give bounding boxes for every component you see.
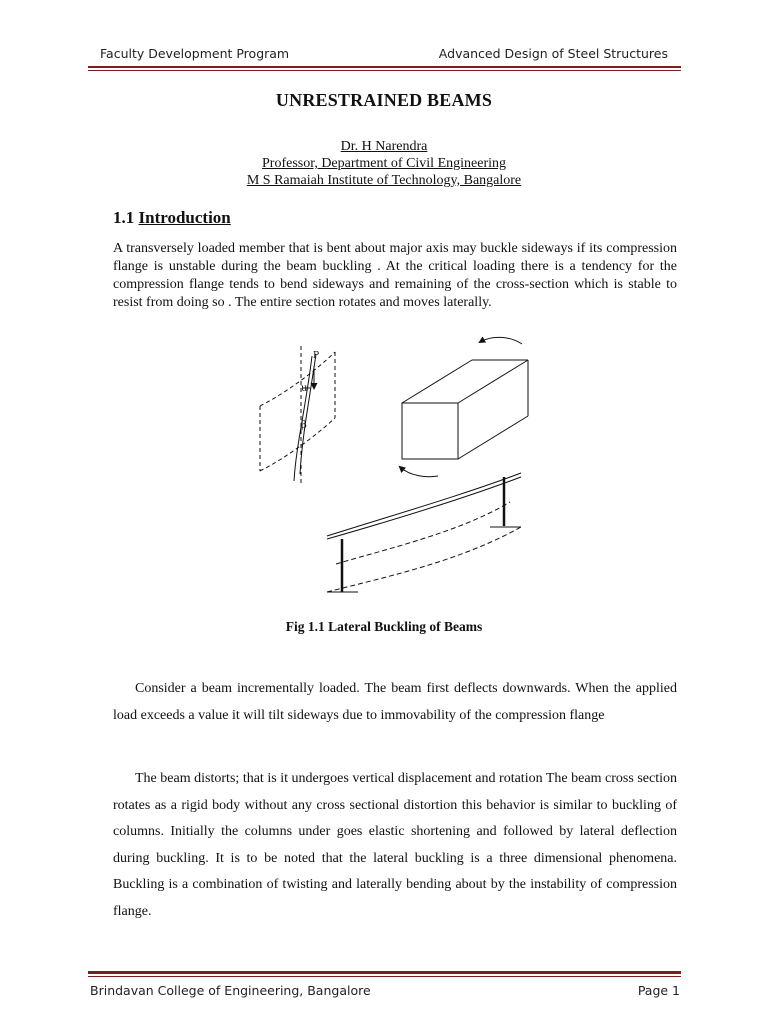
prism-front-face (402, 403, 458, 459)
load-label: P (313, 351, 320, 361)
page-number: Page 1 (637, 983, 680, 998)
lateral-buckling-figure (240, 336, 540, 596)
footer-rule-thin (88, 976, 681, 977)
figure-caption: Fig 1.1 Lateral Buckling of Beams (285, 619, 483, 634)
page-header (100, 46, 668, 64)
rotation-label: β (301, 420, 307, 431)
bottom-rotation-arrow (400, 467, 438, 477)
author-institution: M S Ramaiah Institute of Technology, Bangalore (246, 173, 522, 188)
author-position: Professor, Department of Civil Engineering (262, 156, 506, 171)
header-right: Advanced Design of Steel Structures (438, 46, 668, 61)
beam-top-flange-2 (327, 477, 521, 539)
buckled-beam-sketch (327, 473, 521, 592)
footer-left: Brindavan College of Engineering, Bangalore (90, 983, 371, 998)
beam-web-line (336, 502, 510, 564)
section-heading (113, 208, 231, 228)
footer-rule-thick (88, 971, 681, 974)
deflection-label: u (301, 383, 308, 394)
author-block (0, 138, 768, 189)
header-left: Faculty Development Program (100, 46, 290, 61)
document-title: UNRESTRAINED BEAMS (275, 90, 493, 110)
beam-bottom-flange (327, 527, 521, 592)
top-rotation-arrow (480, 337, 522, 344)
author-name: Dr. H Narendra (340, 139, 428, 154)
header-rule-thick (88, 66, 681, 68)
section-title: Introduction (138, 208, 231, 227)
prism-edge-top-left (402, 360, 472, 403)
intro-paragraph: A transversely loaded member that is bent about major axis may buckle sideways if its compression flange is unstable during the beam buckling . At the critical loading there is a tendency for the compression flange tends to bend sideways and remaining of the cross-section which is stable to resist from doing so . The entire section rotates and moves laterally. (113, 241, 677, 310)
section-twist-sketch (260, 346, 335, 484)
top-flange-curve (260, 352, 335, 406)
prism-edge-bottom-right (458, 416, 528, 459)
header-rule-thin (88, 70, 681, 71)
bottom-flange-curve (260, 418, 335, 471)
paragraph-2: Consider a beam incrementally loaded. The beam first deflects downwards. When the applied load exceeds a value it will tilt sideways due to immovability of the compression flange (113, 681, 677, 723)
paragraph-3: The beam distorts; that is it undergoes vertical displacement and rotation The beam cross section rotates as a rigid body without any cross sectional distortion this behavior is similar to buckling of columns. Initially the columns under goes elastic shortening and followed by lateral deflection during buckling. It is to be noted that the lateral buckling is a three dimensional phenomena. Buckling is a combination of twisting and laterally bending about by the instability of compression flange. (113, 771, 677, 919)
twisted-web-line (294, 356, 312, 481)
section-number: 1.1 (113, 208, 135, 227)
page-footer (90, 983, 680, 1001)
prism-sketch (400, 337, 528, 476)
prism-edge-top-right (458, 360, 528, 403)
